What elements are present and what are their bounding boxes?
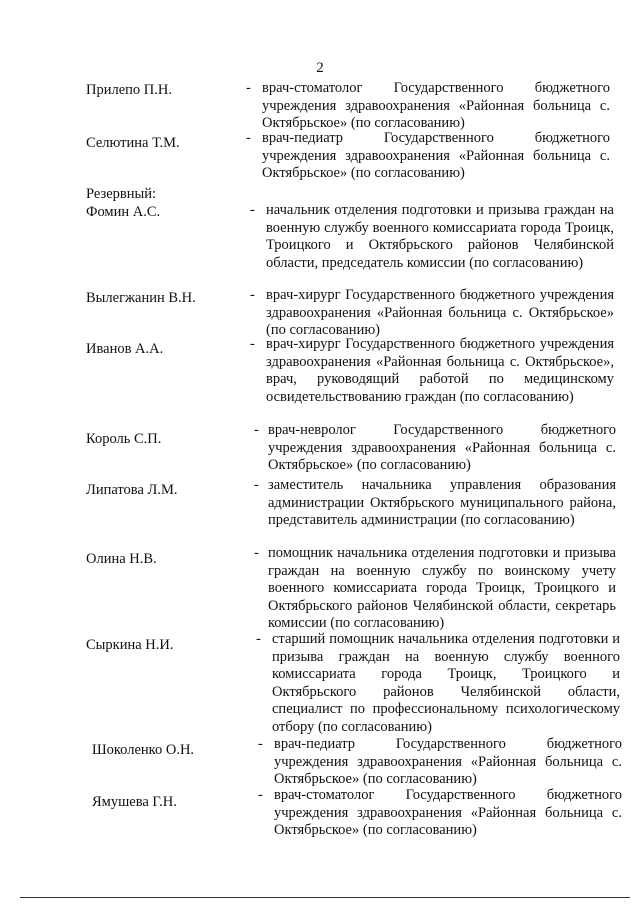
member-name: Иванов А.А. xyxy=(86,341,164,357)
member-role: врач-педиатр Государственного бюджетного учреждения здравоохранения «Районная больница с. Октябрьское» (по согласованию) xyxy=(262,130,610,181)
member-role: врач-стоматолог Государственного бюджетного учреждения здравоохранения «Районная больница с. Октябрьское» (по согласованию) xyxy=(274,787,622,838)
member-role: заместитель начальника управления образования администрации Октябрьского муниципального района, представитель администрации (по согласованию) xyxy=(268,477,616,528)
dash-separator: - xyxy=(254,545,259,561)
member-name: Король С.П. xyxy=(86,431,162,447)
dash-separator: - xyxy=(258,736,263,752)
member-name: Резервный: Фомин А.С. xyxy=(86,186,161,220)
member-role: врач-невролог Государственного бюджетного учреждения здравоохранения «Районная больница с. Октябрьское» (по согласованию) xyxy=(268,422,616,473)
page-number: 2 xyxy=(316,60,324,76)
dash-separator: - xyxy=(258,787,263,803)
member-name: Олина Н.В. xyxy=(86,551,157,567)
page-bottom-rule xyxy=(20,897,630,898)
member-role: старший помощник начальника отделения подготовки и призыва граждан на военную службу военного комиссариата города Троицк, Троицкого и Октябрьского районов Челябинской области, специалист по профессиональному психологическому отбору (по согласованию) xyxy=(272,631,620,735)
member-role: врач-педиатр Государственного бюджетного учреждения здравоохранения «Районная больница с. Октябрьское» (по согласованию) xyxy=(274,736,622,787)
dash-separator: - xyxy=(256,631,261,647)
dash-separator: - xyxy=(246,80,251,96)
dash-separator: - xyxy=(250,336,255,352)
member-role: помощник начальника отделения подготовки и призыва граждан на военную службу по воинскому учету военного комиссариата города Троицк, Троицкого и Октябрьского районов Челябинской области, секретарь комиссии (по согласованию) xyxy=(268,545,616,631)
dash-separator: - xyxy=(250,287,255,303)
dash-separator: - xyxy=(254,477,259,493)
member-name: Прилепо П.Н. xyxy=(86,82,172,98)
member-name: Шоколенко О.Н. xyxy=(92,742,195,758)
member-name: Селютина Т.М. xyxy=(86,135,180,151)
member-role: врач-хирург Государственного бюджетного учреждения здравоохранения «Районная больница с. Октябрьское» (по согласованию) xyxy=(266,287,614,338)
dash-separator: - xyxy=(250,202,255,218)
member-role: врач-хирург Государственного бюджетного учреждения здравоохранения «Районная больница с. Октябрьское», врач, руководящий работой по медицинскому освидетельствованию граждан (по согласованию) xyxy=(266,336,614,405)
member-role: начальник отделения подготовки и призыва граждан на военную службу военного комиссариата города Троицк, Троицкого и Октябрьского районов Челябинской области, председатель комиссии (по согласованию) xyxy=(266,202,614,271)
member-name: Липатова Л.М. xyxy=(86,482,178,498)
member-name: Ямушева Г.Н. xyxy=(92,794,177,810)
dash-separator: - xyxy=(254,422,259,438)
dash-separator: - xyxy=(246,130,251,146)
member-role: врач-стоматолог Государственного бюджетного учреждения здравоохранения «Районная больница с. Октябрьское» (по согласованию) xyxy=(262,80,610,131)
member-name: Вылегжанин В.Н. xyxy=(86,290,196,306)
member-name: Сыркина Н.И. xyxy=(86,637,174,653)
